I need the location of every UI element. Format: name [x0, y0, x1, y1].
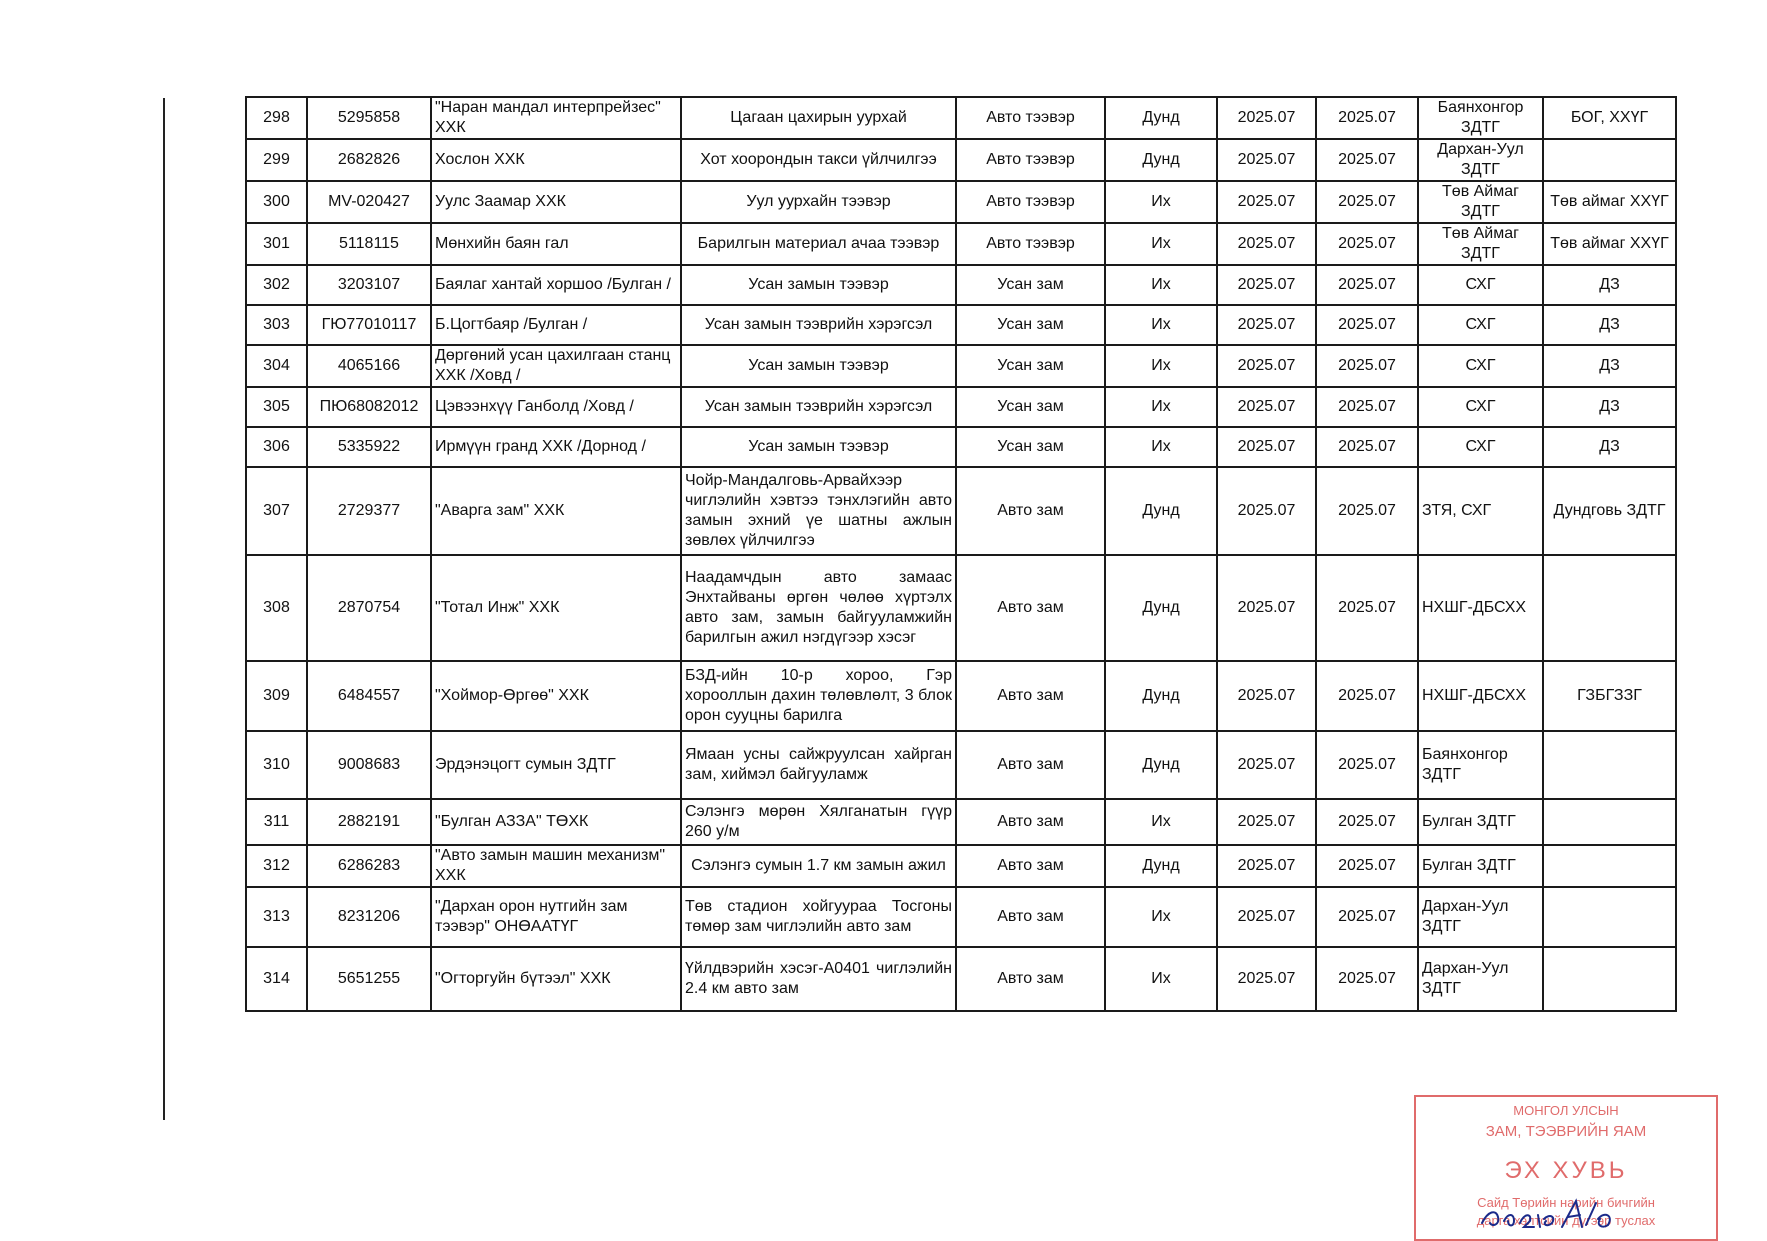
cell-row-number: 307 [246, 467, 307, 555]
cell-transport-type: Авто зам [956, 731, 1105, 799]
cell-end-date: 2025.07 [1316, 887, 1418, 947]
cell-row-number: 301 [246, 223, 307, 265]
table-row [246, 181, 1676, 223]
cell-row-number: 312 [246, 845, 307, 887]
margin-rule [163, 98, 165, 1120]
cell-registration-number: 3203107 [307, 265, 431, 305]
cell-row-number: 302 [246, 265, 307, 305]
cell-end-date: 2025.07 [1316, 387, 1418, 427]
cell-organization-name: Дөргөний усан цахилгаан станц ХХК /Ховд / [431, 345, 681, 387]
cell-transport-type: Усан зам [956, 265, 1105, 305]
cell-partner-body [1543, 845, 1676, 887]
cell-row-number: 305 [246, 387, 307, 427]
cell-responsible-body: НХШГ-ДБСХХ [1418, 555, 1543, 661]
cell-registration-number: 2682826 [307, 139, 431, 181]
table-row [246, 661, 1676, 731]
cell-end-date: 2025.07 [1316, 661, 1418, 731]
cell-partner-body [1543, 799, 1676, 845]
cell-registration-number: ГЮ77010117 [307, 305, 431, 345]
cell-end-date: 2025.07 [1316, 731, 1418, 799]
cell-risk-level: Их [1105, 387, 1217, 427]
cell-registration-number: 9008683 [307, 731, 431, 799]
cell-responsible-body: СХГ [1418, 427, 1543, 467]
cell-risk-level: Дунд [1105, 467, 1217, 555]
cell-transport-type: Усан зам [956, 427, 1105, 467]
table-row [246, 731, 1676, 799]
cell-organization-name: "Наран мандал интерпрейзес" ХХК [431, 97, 681, 139]
registry-table-container [245, 96, 1675, 1012]
cell-partner-body: ДЗ [1543, 265, 1676, 305]
cell-partner-body [1543, 947, 1676, 1011]
cell-start-date: 2025.07 [1217, 223, 1316, 265]
cell-end-date: 2025.07 [1316, 97, 1418, 139]
cell-registration-number: MV-020427 [307, 181, 431, 223]
cell-transport-type: Усан зам [956, 305, 1105, 345]
cell-responsible-body: Баянхонгор ЗДТГ [1418, 731, 1543, 799]
cell-organization-name: Ирмүүн гранд ХХК /Дорнод / [431, 427, 681, 467]
cell-start-date: 2025.07 [1217, 661, 1316, 731]
cell-risk-level: Их [1105, 265, 1217, 305]
cell-row-number: 308 [246, 555, 307, 661]
cell-partner-body [1543, 887, 1676, 947]
cell-risk-level: Дунд [1105, 661, 1217, 731]
cell-risk-level: Их [1105, 947, 1217, 1011]
cell-responsible-body: СХГ [1418, 265, 1543, 305]
cell-partner-body: Төв аймаг ХХҮГ [1543, 223, 1676, 265]
table-row [246, 139, 1676, 181]
cell-project-description: Наадамчдын авто замаас Энхтайваны өргөн чөлөө хүртэлх авто зам, замын байгууламжийн барилгын ажил нэгдүгээр хэсэг [681, 555, 956, 661]
cell-responsible-body: Дархан-Уул ЗДТГ [1418, 947, 1543, 1011]
cell-project-description: БЗД-ийн 10-р хороо, Гэр хорооллын дахин төлөвлөлт, 3 блок орон сууцны барилга [681, 661, 956, 731]
cell-project-description: Төв стадион хойгуураа Тосгоны төмөр зам чиглэлийн авто зам [681, 887, 956, 947]
cell-organization-name: Хослон ХХК [431, 139, 681, 181]
cell-organization-name: Б.Цогтбаяр /Булган / [431, 305, 681, 345]
cell-project-description: Ямаан усны сайжруулсан хайрган зам, хиймэл байгууламж [681, 731, 956, 799]
cell-start-date: 2025.07 [1217, 181, 1316, 223]
cell-registration-number: 4065166 [307, 345, 431, 387]
stamp-line-2: ЗАМ, ТЭЭВРИЙН ЯАМ [1485, 1123, 1647, 1140]
cell-responsible-body: Дархан-Уул ЗДТГ [1418, 887, 1543, 947]
table-row [246, 265, 1676, 305]
cell-responsible-body: Булган ЗДТГ [1418, 845, 1543, 887]
cell-row-number: 304 [246, 345, 307, 387]
cell-project-description: Сэлэнгэ мөрөн Хялганатын гүүр 260 у/м [681, 799, 956, 845]
cell-risk-level: Дунд [1105, 555, 1217, 661]
cell-risk-level: Дунд [1105, 731, 1217, 799]
cell-transport-type: Авто зам [956, 887, 1105, 947]
cell-registration-number: 6286283 [307, 845, 431, 887]
cell-transport-type: Авто зам [956, 661, 1105, 731]
cell-partner-body: ДЗ [1543, 387, 1676, 427]
handwritten-signature [1478, 1197, 1618, 1231]
cell-risk-level: Дунд [1105, 139, 1217, 181]
cell-project-description: Хот хоорондын такси үйлчилгээ [681, 139, 956, 181]
cell-registration-number: 5335922 [307, 427, 431, 467]
cell-row-number: 299 [246, 139, 307, 181]
table-row [246, 467, 1676, 555]
cell-organization-name: Цэвээнхүү Ганболд /Ховд / [431, 387, 681, 427]
cell-responsible-body: СХГ [1418, 305, 1543, 345]
cell-start-date: 2025.07 [1217, 887, 1316, 947]
cell-risk-level: Их [1105, 427, 1217, 467]
cell-responsible-body: Дархан-Уул ЗДТГ [1418, 139, 1543, 181]
cell-project-description: Цагаан цахирын уурхай [681, 97, 956, 139]
cell-row-number: 314 [246, 947, 307, 1011]
cell-start-date: 2025.07 [1217, 265, 1316, 305]
table-row [246, 887, 1676, 947]
cell-organization-name: "Огторгуйн бүтээл" ХХК [431, 947, 681, 1011]
cell-organization-name: "Дархан орон нутгийн зам тээвэр" ОНӨААТҮГ [431, 887, 681, 947]
cell-start-date: 2025.07 [1217, 731, 1316, 799]
cell-registration-number: 5651255 [307, 947, 431, 1011]
cell-project-description: Барилгын материал ачаа тээвэр [681, 223, 956, 265]
cell-start-date: 2025.07 [1217, 947, 1316, 1011]
cell-row-number: 303 [246, 305, 307, 345]
cell-registration-number: 5295858 [307, 97, 431, 139]
cell-partner-body [1543, 731, 1676, 799]
cell-organization-name: "Авто замын машин механизм" ХХК [431, 845, 681, 887]
cell-transport-type: Усан зам [956, 387, 1105, 427]
cell-organization-name: Уулс Заамар ХХК [431, 181, 681, 223]
cell-end-date: 2025.07 [1316, 305, 1418, 345]
cell-project-description: Үйлдвэрийн хэсэг-А0401 чиглэлийн 2.4 км авто зам [681, 947, 956, 1011]
cell-responsible-body: Баянхонгор ЗДТГ [1418, 97, 1543, 139]
cell-registration-number: 2870754 [307, 555, 431, 661]
cell-organization-name: "Тотал Инж" ХХК [431, 555, 681, 661]
cell-transport-type: Авто зам [956, 947, 1105, 1011]
cell-row-number: 309 [246, 661, 307, 731]
table-row [246, 427, 1676, 467]
cell-row-number: 313 [246, 887, 307, 947]
cell-responsible-body: Төв Аймаг ЗДТГ [1418, 223, 1543, 265]
table-row [246, 97, 1676, 139]
cell-row-number: 306 [246, 427, 307, 467]
cell-risk-level: Их [1105, 305, 1217, 345]
stamp-line-5: дарга хэлтсийн дүгээр туслах [1476, 1213, 1656, 1228]
cell-risk-level: Дунд [1105, 97, 1217, 139]
cell-responsible-body: Булган ЗДТГ [1418, 799, 1543, 845]
cell-partner-body: ГЗБГЗЗГ [1543, 661, 1676, 731]
cell-responsible-body: Төв Аймаг ЗДТГ [1418, 181, 1543, 223]
cell-end-date: 2025.07 [1316, 345, 1418, 387]
cell-start-date: 2025.07 [1217, 467, 1316, 555]
cell-partner-body: ДЗ [1543, 305, 1676, 345]
cell-row-number: 311 [246, 799, 307, 845]
cell-end-date: 2025.07 [1316, 427, 1418, 467]
cell-start-date: 2025.07 [1217, 845, 1316, 887]
cell-start-date: 2025.07 [1217, 555, 1316, 661]
cell-organization-name: Эрдэнэцогт сумын ЗДТГ [431, 731, 681, 799]
cell-partner-body: ДЗ [1543, 427, 1676, 467]
cell-project-description: Усан замын тээвэр [681, 345, 956, 387]
cell-start-date: 2025.07 [1217, 97, 1316, 139]
cell-partner-body: Төв аймаг ХХҮГ [1543, 181, 1676, 223]
cell-transport-type: Усан зам [956, 345, 1105, 387]
table-row [246, 845, 1676, 887]
cell-project-description: Усан замын тээвэр [681, 427, 956, 467]
cell-end-date: 2025.07 [1316, 947, 1418, 1011]
cell-transport-type: Авто тээвэр [956, 97, 1105, 139]
cell-end-date: 2025.07 [1316, 181, 1418, 223]
cell-responsible-body: ЗТЯ, СХГ [1418, 467, 1543, 555]
cell-responsible-body: СХГ [1418, 387, 1543, 427]
cell-start-date: 2025.07 [1217, 387, 1316, 427]
cell-risk-level: Их [1105, 181, 1217, 223]
cell-project-description: Усан замын тээврийн хэрэгсэл [681, 387, 956, 427]
table-row [246, 947, 1676, 1011]
cell-project-description: Усан замын тээврийн хэрэгсэл [681, 305, 956, 345]
cell-end-date: 2025.07 [1316, 265, 1418, 305]
cell-end-date: 2025.07 [1316, 467, 1418, 555]
cell-partner-body: ДЗ [1543, 345, 1676, 387]
stamp-line-3: ЭХ ХУВЬ [1504, 1157, 1628, 1184]
cell-transport-type: Авто зам [956, 845, 1105, 887]
cell-partner-body [1543, 555, 1676, 661]
cell-registration-number: ПЮ68082012 [307, 387, 431, 427]
cell-registration-number: 8231206 [307, 887, 431, 947]
table-row [246, 387, 1676, 427]
table-row [246, 345, 1676, 387]
cell-end-date: 2025.07 [1316, 845, 1418, 887]
cell-organization-name: "Хоймор-Өргөө" ХХК [431, 661, 681, 731]
table-row [246, 799, 1676, 845]
cell-risk-level: Их [1105, 223, 1217, 265]
table-row [246, 223, 1676, 265]
cell-organization-name: Баялаг хантай хоршоо /Булган / [431, 265, 681, 305]
cell-row-number: 298 [246, 97, 307, 139]
cell-end-date: 2025.07 [1316, 799, 1418, 845]
cell-registration-number: 2882191 [307, 799, 431, 845]
cell-project-description: Чойр-Мандалговь-Арвайхээр чиглэлийн хэвтээ тэнхлэгийн авто замын эхний үе шатны ажлын зөвлөх үйлчилгээ [681, 467, 956, 555]
cell-end-date: 2025.07 [1316, 555, 1418, 661]
cell-partner-body: БОГ, ХХҮГ [1543, 97, 1676, 139]
table-body [246, 97, 1676, 1011]
cell-start-date: 2025.07 [1217, 799, 1316, 845]
cell-registration-number: 5118115 [307, 223, 431, 265]
cell-transport-type: Авто тээвэр [956, 139, 1105, 181]
cell-end-date: 2025.07 [1316, 223, 1418, 265]
cell-organization-name: Мөнхийн баян гал [431, 223, 681, 265]
cell-start-date: 2025.07 [1217, 427, 1316, 467]
cell-risk-level: Их [1105, 887, 1217, 947]
cell-project-description: Усан замын тээвэр [681, 265, 956, 305]
stamp-line-1: МОНГОЛ УЛСЫН [1513, 1103, 1619, 1118]
cell-project-description: Уул уурхайн тээвэр [681, 181, 956, 223]
cell-organization-name: "Аварга зам" ХХК [431, 467, 681, 555]
cell-risk-level: Дунд [1105, 845, 1217, 887]
cell-start-date: 2025.07 [1217, 305, 1316, 345]
table-row [246, 305, 1676, 345]
cell-responsible-body: СХГ [1418, 345, 1543, 387]
cell-registration-number: 2729377 [307, 467, 431, 555]
cell-end-date: 2025.07 [1316, 139, 1418, 181]
cell-registration-number: 6484557 [307, 661, 431, 731]
cell-transport-type: Авто тээвэр [956, 223, 1105, 265]
registry-table [245, 96, 1677, 1012]
cell-row-number: 300 [246, 181, 307, 223]
cell-row-number: 310 [246, 731, 307, 799]
cell-transport-type: Авто зам [956, 555, 1105, 661]
table-row [246, 555, 1676, 661]
cell-risk-level: Их [1105, 345, 1217, 387]
cell-transport-type: Авто зам [956, 799, 1105, 845]
cell-partner-body: Дундговь ЗДТГ [1543, 467, 1676, 555]
cell-responsible-body: НХШГ-ДБСХХ [1418, 661, 1543, 731]
cell-project-description: Сэлэнгэ сумын 1.7 км замын ажил [681, 845, 956, 887]
stamp-line-4: Сайд Төрийн нарийн бичгийн [1477, 1195, 1655, 1210]
cell-start-date: 2025.07 [1217, 139, 1316, 181]
cell-partner-body [1543, 139, 1676, 181]
cell-risk-level: Их [1105, 799, 1217, 845]
cell-transport-type: Авто зам [956, 467, 1105, 555]
cell-start-date: 2025.07 [1217, 345, 1316, 387]
cell-organization-name: "Булган АЗЗА" ТӨХК [431, 799, 681, 845]
cell-transport-type: Авто тээвэр [956, 181, 1105, 223]
